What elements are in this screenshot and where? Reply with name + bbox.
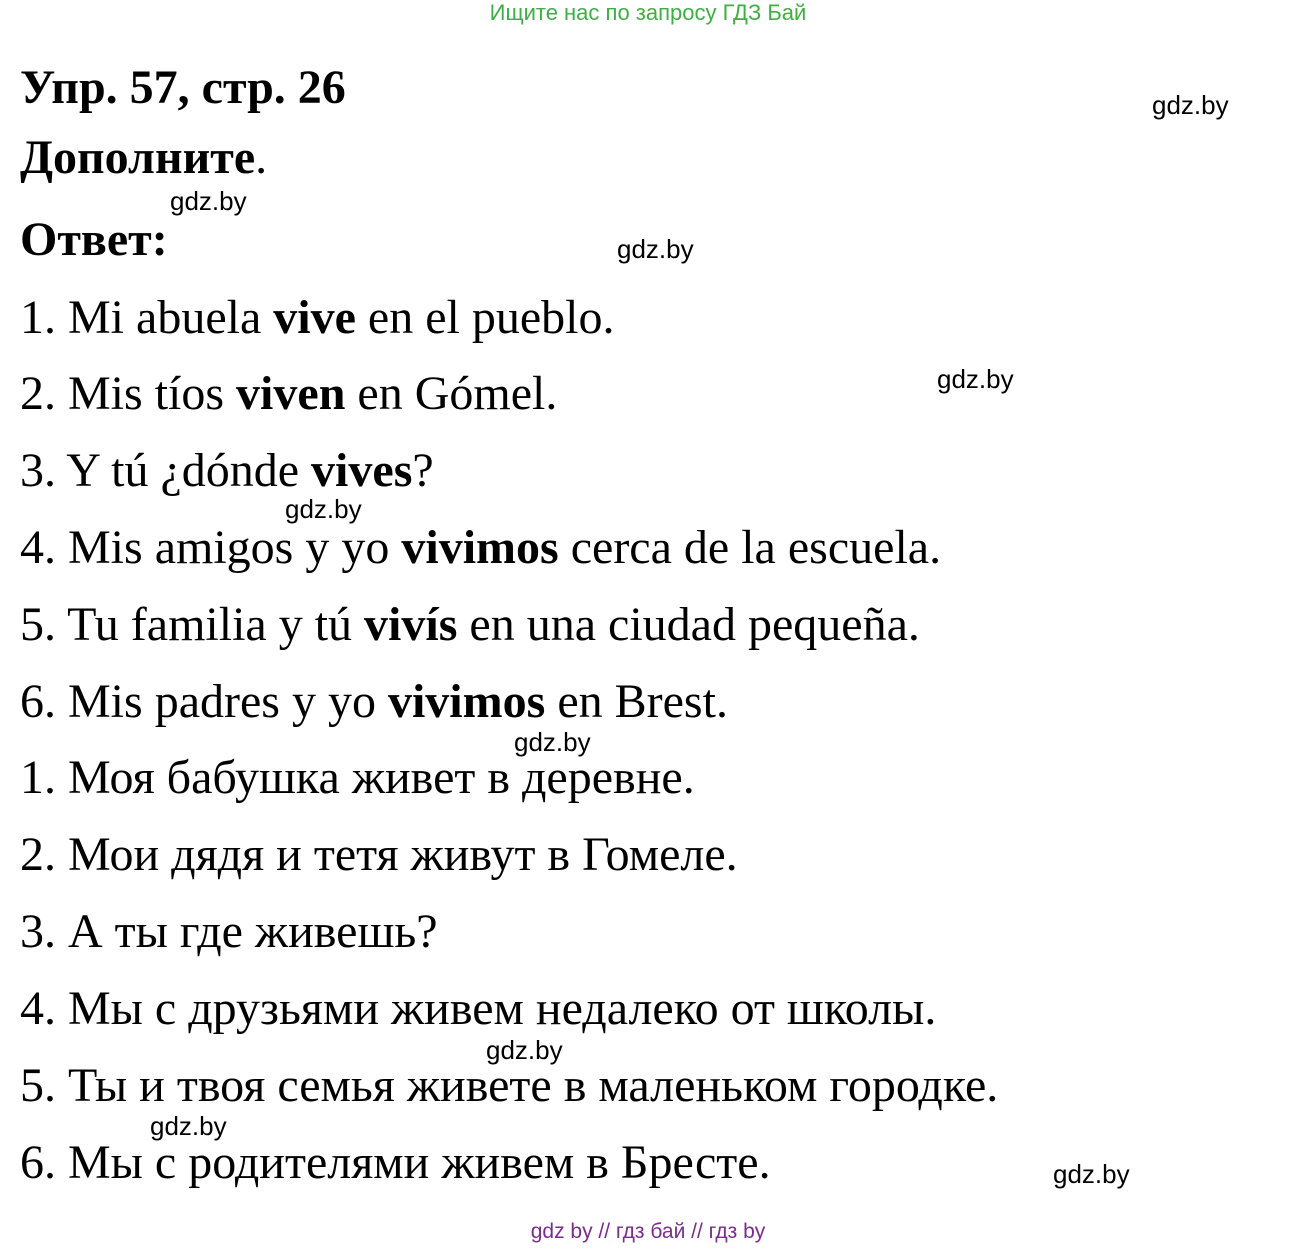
watermark: gdz.by bbox=[617, 234, 694, 264]
spanish-line-1: 1. Mi abuela vive en el pueblo. bbox=[20, 291, 615, 344]
russian-line-3: 3. А ты где живешь? bbox=[20, 905, 438, 958]
russian-line-5: 5. Ты и твоя семья живете в маленьком городке. bbox=[20, 1059, 999, 1112]
spanish-line-6: 6. Mis padres y yo vivimos en Brest. bbox=[20, 675, 728, 728]
watermark: gdz.by bbox=[170, 186, 247, 216]
instruction-punct: . bbox=[255, 131, 268, 184]
spanish-line-3: 3. Y tú ¿dónde vives? bbox=[20, 444, 434, 497]
verb: viven bbox=[236, 367, 346, 420]
footer: gdz by // гдз бай // гдз by bbox=[530, 1220, 766, 1243]
verb: vivimos bbox=[401, 521, 559, 574]
exercise-title: Упр. 57, стр. 26 bbox=[20, 61, 346, 114]
top-banner: Ищите нас по запросу ГДЗ Бай bbox=[489, 0, 807, 25]
russian-line-4: 4. Мы с друзьями живем недалеко от школы. bbox=[20, 982, 937, 1035]
instruction-word: Дополните bbox=[20, 131, 256, 184]
verb: vive bbox=[273, 291, 356, 344]
watermark: gdz.by bbox=[150, 1111, 227, 1141]
verb: vives bbox=[311, 444, 413, 497]
verb: vivimos bbox=[387, 675, 546, 728]
watermark: gdz.by bbox=[937, 364, 1014, 394]
watermark: gdz.by bbox=[514, 727, 591, 757]
russian-line-6: 6. Мы с родителями живем в Бресте. bbox=[20, 1136, 771, 1189]
watermark: gdz.by bbox=[285, 494, 362, 524]
verb: vivís bbox=[364, 598, 458, 651]
spanish-line-4: 4. Mis amigos y yo vivimos cerca de la escuela. bbox=[20, 521, 942, 574]
watermark: gdz.by bbox=[486, 1035, 563, 1065]
spanish-line-5: 5. Tu familia y tú vivís en una ciudad pequeña. bbox=[20, 598, 920, 651]
watermark: gdz.by bbox=[1053, 1159, 1130, 1189]
russian-line-2: 2. Мои дядя и тетя живут в Гомеле. bbox=[20, 828, 738, 881]
russian-line-1: 1. Моя бабушка живет в деревне. bbox=[20, 751, 695, 804]
spanish-line-2: 2. Mis tíos viven en Gómel. bbox=[20, 367, 558, 420]
answer-label: Ответ: bbox=[20, 213, 168, 266]
watermark: gdz.by bbox=[1152, 90, 1229, 120]
instruction bbox=[20, 130, 267, 185]
